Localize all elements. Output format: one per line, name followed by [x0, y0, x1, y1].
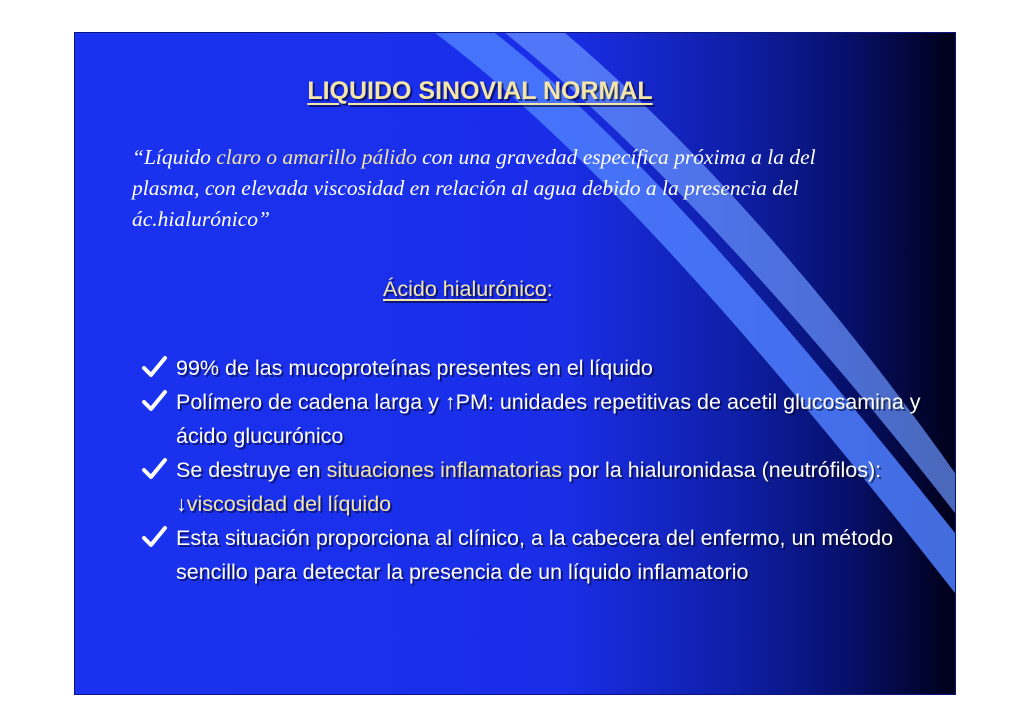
- bullet-highlight: situaciones inflamatorias: [326, 458, 563, 482]
- quote-open: “Líquido: [132, 145, 217, 169]
- list-item: [139, 453, 929, 521]
- check-icon: [139, 351, 169, 381]
- subtitle-suffix: :: [546, 277, 553, 301]
- quote-highlight: claro o amarillo pálido: [216, 145, 417, 169]
- subtitle-text: Ácido hialurónico: [383, 277, 547, 301]
- bullet-text-after: por la hialuronidasa (neutrófilos): ↓: [176, 458, 882, 516]
- bullet-text: Polímero de cadena larga y ↑PM: unidades repetitivas de acetil glucosamina y ácido glucurónico: [176, 390, 921, 448]
- slide-title: LIQUIDO SINOVIAL NORMAL: [307, 77, 653, 105]
- bullet-highlight-2: viscosidad del líquido: [186, 492, 392, 516]
- bullet-text: Esta situación proporciona al clínico, a la cabecera del enfermo, un método sencillo para detectar la presencia de un líquido inflamatorio: [176, 526, 894, 584]
- bullet-text: Se destruye en: [176, 458, 327, 482]
- list-item: [139, 351, 929, 385]
- check-icon: [139, 385, 169, 415]
- bullet-list: [139, 351, 929, 589]
- definition-quote: [132, 142, 872, 235]
- quote-rest: con una gravedad específica próxima a la del plasma, con elevada viscosidad en relación al agua debido a la presencia del ác.hialurónico”: [132, 145, 816, 231]
- bullet-text: 99% de las mucoproteínas presentes en el líquido: [176, 356, 653, 380]
- slide: [75, 33, 955, 694]
- list-item: [139, 385, 929, 453]
- section-subtitle: [383, 277, 553, 302]
- check-icon: [139, 453, 169, 483]
- check-icon: [139, 521, 169, 551]
- list-item: [139, 521, 929, 589]
